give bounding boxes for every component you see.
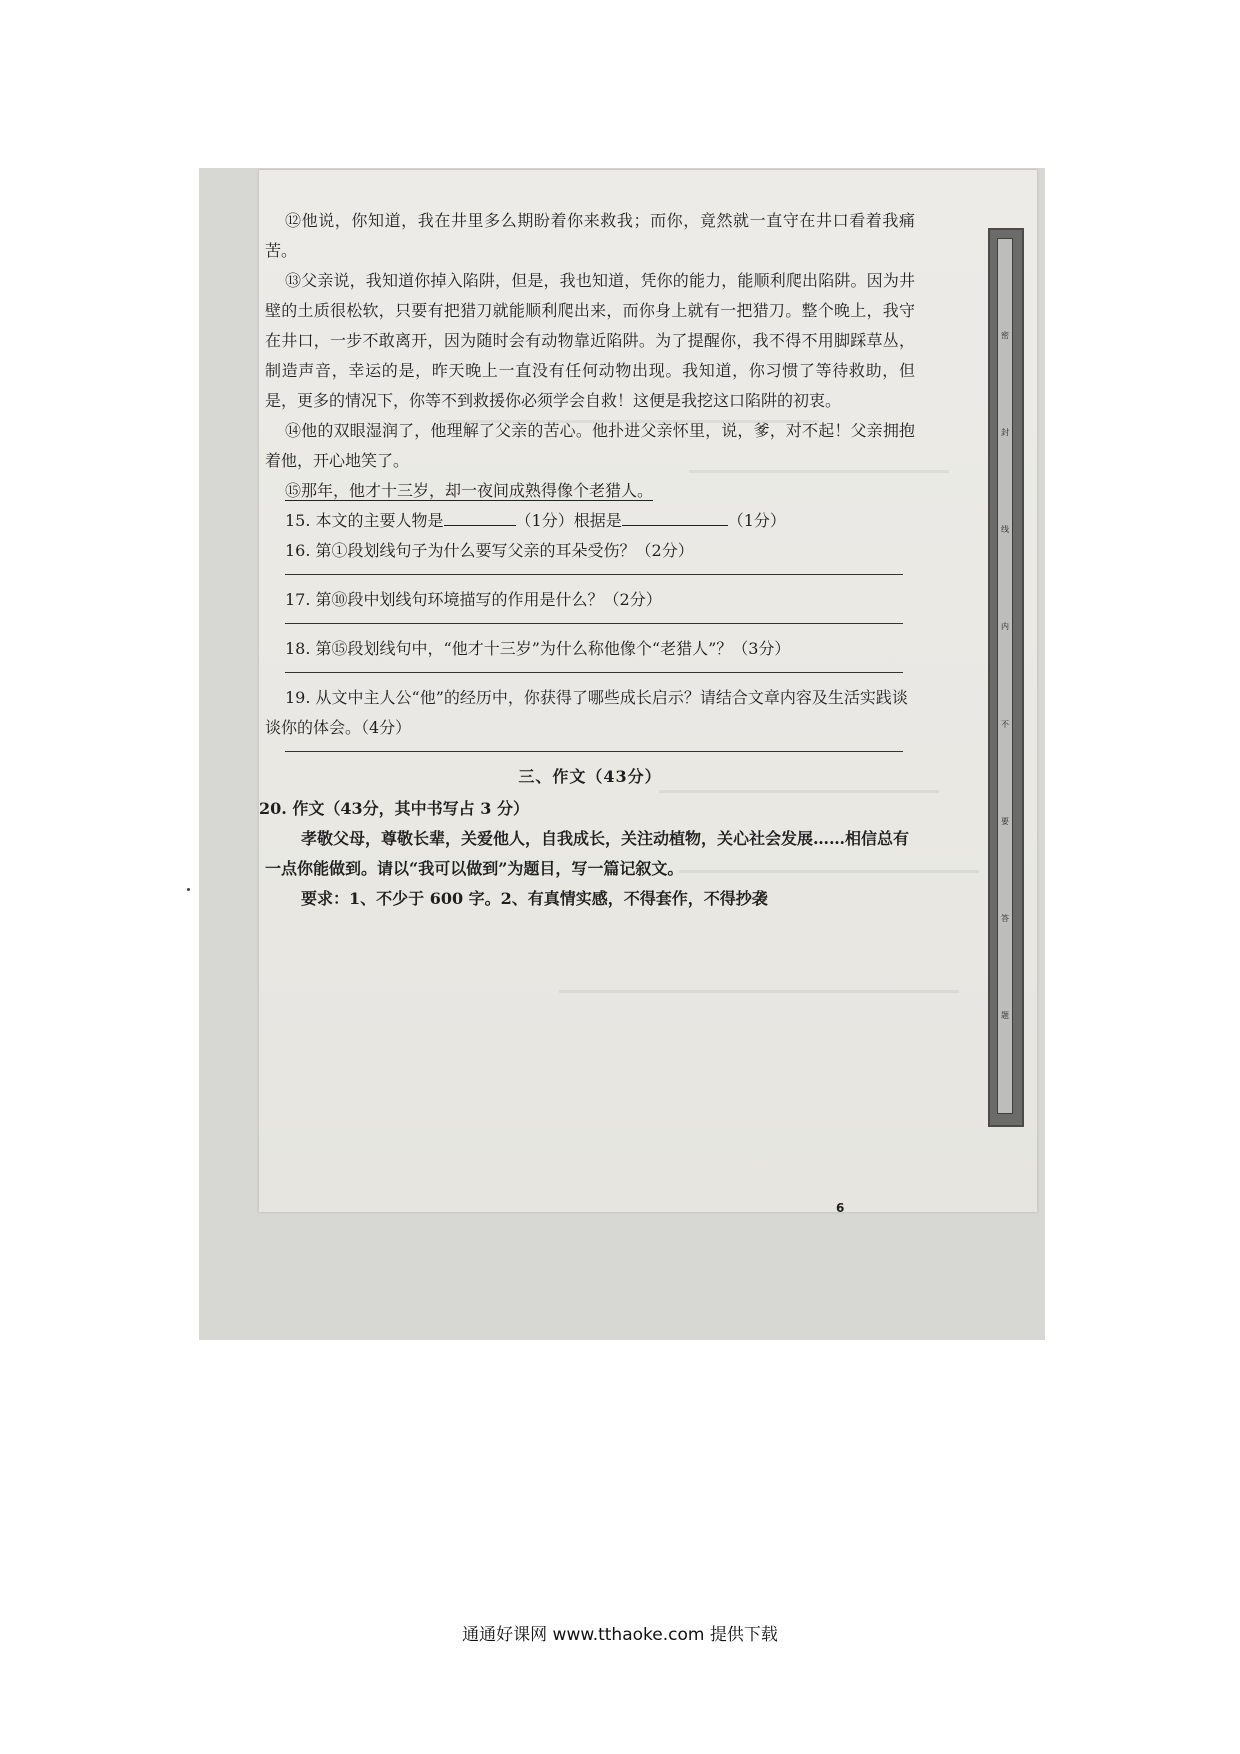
binding-margin-char: 内 bbox=[1001, 622, 1009, 631]
binding-margin-inner bbox=[997, 238, 1013, 1114]
question-15-text-a: 15. 本文的主要人物是 bbox=[285, 511, 444, 530]
paragraph-15 bbox=[265, 476, 915, 506]
answer-blank[interactable] bbox=[622, 507, 728, 526]
answer-blank[interactable] bbox=[444, 507, 516, 526]
paragraph-14: ⑭他的双眼湿润了，他理解了父亲的苦心。他扑进父亲怀里，说，爹，对不起！父亲拥抱着他，开心地笑了。 bbox=[265, 421, 915, 470]
scan-speck bbox=[187, 888, 190, 891]
page-number: 6 bbox=[836, 1201, 845, 1215]
question-18: 18. 第⑮段划线句中，“他才十三岁”为什么称他像个“老猎人”？（3分） bbox=[285, 639, 791, 658]
paragraph-15-underlined: ⑮那年，他才十三岁，却一夜间成熟得像个老猎人。 bbox=[285, 481, 654, 500]
question-20: 20. 作文（43分，其中书写占 3 分） bbox=[259, 799, 529, 818]
binding-margin-char: 密 bbox=[1001, 331, 1009, 340]
answer-line[interactable] bbox=[285, 623, 903, 624]
question-19: 19. 从文中主人公“他”的经历中，你获得了哪些成长启示？请结合文章内容及生活实践谈谈你的体会。（4分） bbox=[265, 688, 908, 737]
binding-margin-char: 不 bbox=[1001, 720, 1009, 729]
paragraph-13: ⑬父亲说，我知道你掉入陷阱，但是，我也知道，凭你的能力，能顺利爬出陷阱。因为井壁的土质很松软，只要有把猎刀就能顺利爬出来，而你身上就有一把猎刀。整个晚上，我守在井口，一步不敢离开，因为随时会有动物靠近陷阱。为了提醒你，我不得不用脚踩草丛，制造声音，幸运的是，昨天晚上一直没有任何动物出现。我知道，你习惯了等待救助，但是，更多的情况下，你等不到救援你必须学会自救！这便是我挖这口陷阱的初衷。 bbox=[265, 271, 915, 410]
binding-margin-char: 线 bbox=[1001, 525, 1009, 534]
answer-line[interactable] bbox=[285, 672, 903, 673]
paragraph-12: ⑫他说，你知道，我在井里多么期盼着你来救我；而你，竟然就一直守在井口看着我痛苦。 bbox=[265, 211, 915, 260]
binding-margin-char: 要 bbox=[1001, 817, 1009, 826]
question-16: 16. 第①段划线句子为什么要写父亲的耳朵受伤？（2分） bbox=[285, 541, 694, 560]
answer-line[interactable] bbox=[285, 574, 903, 575]
binding-margin-char: 题 bbox=[1001, 1011, 1009, 1020]
question-17: 17. 第⑩段中划线句环境描写的作用是什么？（2分） bbox=[285, 590, 662, 609]
binding-margin-char: 封 bbox=[1001, 428, 1009, 437]
question-15-text-c: （1分） bbox=[727, 511, 786, 530]
answer-line[interactable] bbox=[285, 751, 903, 752]
question-15-text-b: （1分）根据是 bbox=[515, 511, 622, 530]
composition-requirements: 要求：1、不少于 600 字。2、有真情实感，不得套作，不得抄袭 bbox=[301, 889, 768, 908]
question-15 bbox=[265, 506, 915, 536]
download-footer: 通通好课网 www.tthaoke.com 提供下载 bbox=[462, 1625, 778, 1645]
binding-margin-char: 答 bbox=[1001, 914, 1009, 923]
exam-content bbox=[259, 206, 915, 914]
binding-margin-strip bbox=[988, 228, 1024, 1127]
composition-prompt: 孝敬父母，尊敬长辈，关爱他人，自我成长，关注动植物，关心社会发展……相信总有一点你能做到。请以“我可以做到”为题目，写一篇记叙文。 bbox=[265, 829, 910, 878]
section-composition-title: 三、作文（43分） bbox=[518, 767, 662, 786]
binding-margin-text bbox=[1000, 239, 1010, 1113]
